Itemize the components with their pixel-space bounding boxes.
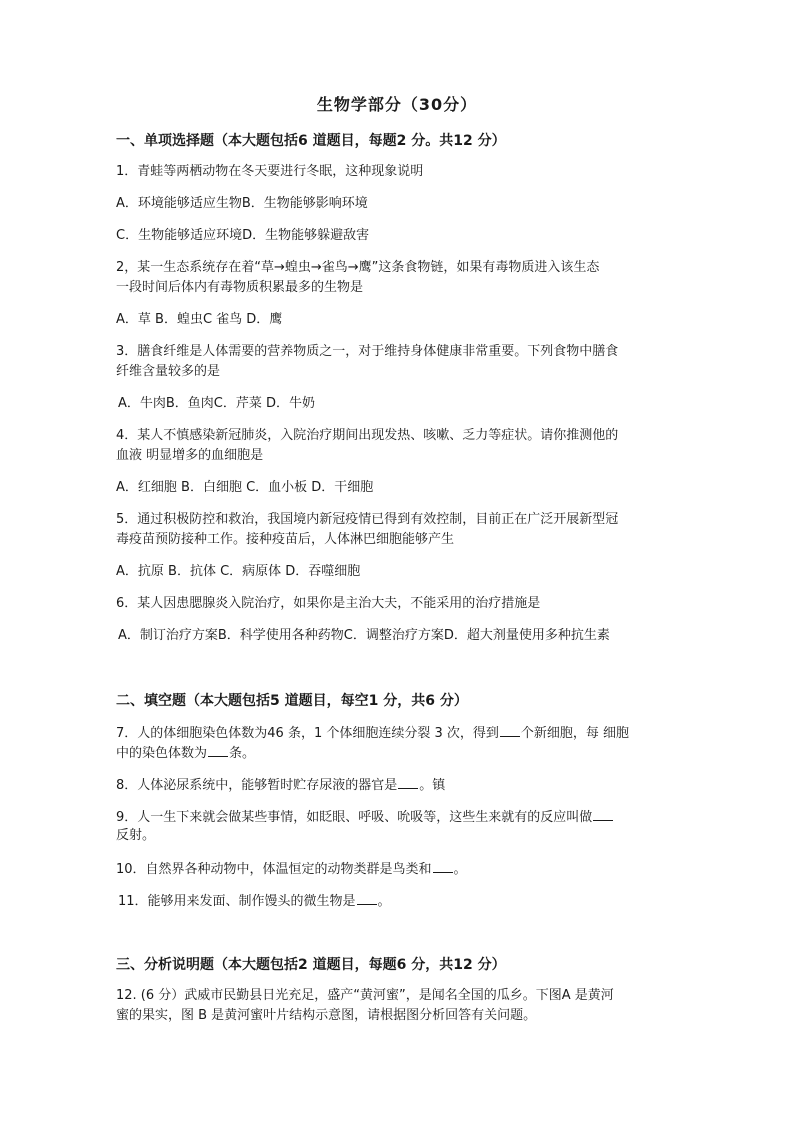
question-2-options: A．草 B．蝗虫C 雀鸟 D．鹰 xyxy=(116,312,283,327)
question-3-stem-line2: 纤维含量较多的是 xyxy=(116,364,221,379)
answer-blank[interactable] xyxy=(433,858,453,873)
question-12-line2: 蜜的果实，图 B 是黄河蜜叶片结构示意图，请根据图分析回答有关问题。 xyxy=(116,1008,537,1023)
question-12-line1: 12. (6 分）武威市民勤县日光充足，盛产“黄河蜜”，是闻名全国的瓜乡。下图A 是黄河 xyxy=(116,988,614,1003)
question-5-stem-line2: 毒疫苗预防接种工作。接种疫苗后，人体淋巴细胞能够产生 xyxy=(116,532,455,547)
question-7-line2 xyxy=(116,742,255,764)
section-heading-analysis: 三、分析说明题（本大题包括2 道题目，每题6 分，共12 分） xyxy=(116,957,506,973)
answer-blank[interactable] xyxy=(208,742,228,757)
question-8 xyxy=(116,774,445,796)
answer-blank[interactable] xyxy=(357,890,377,905)
question-1-options-a-b: A．环境能够适应生物B．生物能够影响环境 xyxy=(116,196,368,211)
question-4-stem-line2: 血液 明显增多的血细胞是 xyxy=(116,448,264,463)
question-7-text-d: 条。 xyxy=(229,746,256,761)
question-10 xyxy=(116,858,467,880)
question-6-stem: 6．某人因患腮腺炎入院治疗，如果你是主治大夫，不能采用的治疗措施是 xyxy=(116,596,541,611)
question-7-line1 xyxy=(116,722,629,744)
question-4-stem-line1: 4．某人不慎感染新冠肺炎，入院治疗期间出现发热、咳嗽、乏力等症状。请你推测他的 xyxy=(116,428,619,443)
answer-blank[interactable] xyxy=(593,806,613,821)
question-8-text-b: 。镇 xyxy=(419,778,446,793)
question-1-stem: 1．青蛙等两栖动物在冬天要进行冬眠，这种现象说明 xyxy=(116,164,424,179)
question-9-text-a: 9．人一生下来就会做某些事情，如眨眼、呼吸、吮吸等，这些生来就有的反应叫做 xyxy=(116,810,593,825)
question-9-line2: 反射。 xyxy=(116,828,156,843)
question-2-stem-line1: 2，某一生态系统存在着“草→蝗虫→雀鸟→鹰”这条食物链，如果有毒物质进入该生态 xyxy=(116,260,600,275)
question-5-stem-line1: 5．通过积极防控和救治，我国境内新冠疫情已得到有效控制，目前正在广泛开展新型冠 xyxy=(116,512,619,527)
question-9-line1 xyxy=(116,806,614,828)
section-heading-fill-blank: 二、填空题（本大题包括5 道题目，每空1 分，共6 分） xyxy=(116,693,468,709)
question-5-options: A．抗原 B．抗体 C．病原体 D．吞噬细胞 xyxy=(116,564,361,579)
question-8-text-a: 8．人体泌尿系统中，能够暂时贮存尿液的器官是 xyxy=(116,778,398,793)
answer-blank[interactable] xyxy=(398,774,418,789)
question-6-options: A．制订治疗方案B．科学使用各种药物C．调整治疗方案D．超大剂量使用多种抗生素 xyxy=(118,628,610,643)
question-3-options: A．牛肉B．鱼肉C．芹菜 D．牛奶 xyxy=(118,396,316,411)
question-11-text-b: 。 xyxy=(377,894,391,909)
question-7-text-b: 个新细胞，每 细胞 xyxy=(520,726,630,741)
question-2-stem-line2: 一段时间后体内有毒物质积累最多的生物是 xyxy=(116,280,364,295)
question-7-text-a: 7．人的体细胞染色体数为46 条，1 个体细胞连续分裂 3 次，得到 xyxy=(116,726,499,741)
question-11 xyxy=(118,890,391,912)
answer-blank[interactable] xyxy=(500,722,520,737)
question-10-text-a: 10．自然界各种动物中，体温恒定的动物类群是鸟类和 xyxy=(116,862,432,877)
question-10-text-b: 。 xyxy=(453,862,467,877)
question-7-text-c: 中的染色体数为 xyxy=(116,746,208,761)
page-title: 生物学部分（30分） xyxy=(316,95,478,114)
question-4-options: A．红细胞 B．白细胞 C．血小板 D．干细胞 xyxy=(116,480,374,495)
question-11-text-a: 11．能够用来发面、制作馒头的微生物是 xyxy=(118,894,356,909)
section-heading-choice: 一、单项选择题（本大题包括6 道题目，每题2 分。共12 分） xyxy=(116,133,506,149)
question-3-stem-line1: 3．膳食纤维是人体需要的营养物质之一，对于维持身体健康非常重要。下列食物中膳食 xyxy=(116,344,619,359)
question-1-options-c-d: C．生物能够适应环境D．生物能够躲避敌害 xyxy=(116,228,370,243)
